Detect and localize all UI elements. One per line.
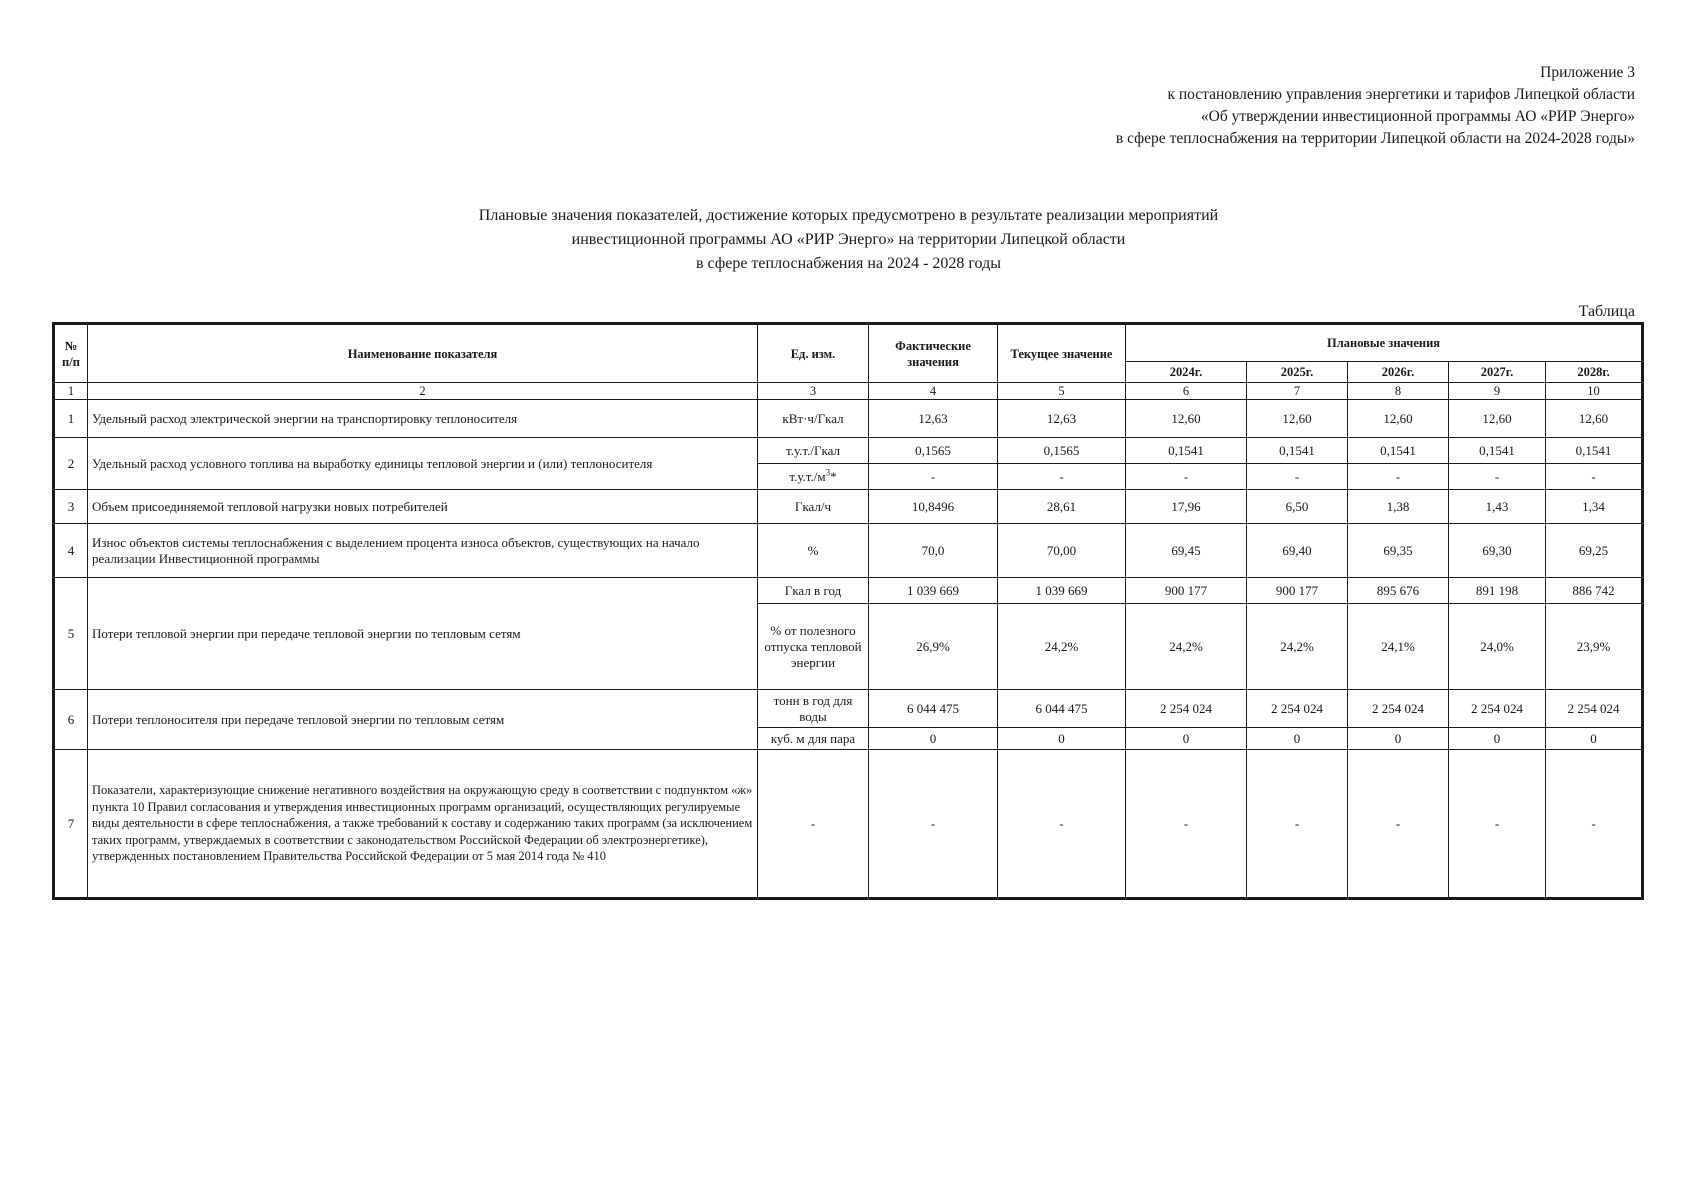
value-cell: 12,60 [1449, 400, 1546, 438]
col-name-header: Наименование показателя [88, 325, 758, 383]
value-cell: 1,34 [1546, 490, 1642, 524]
indicator-name: Потери теплоносителя при передаче тепловой энергии по тепловым сетям [88, 690, 758, 750]
title-line-3: в сфере теплоснабжения на 2024 - 2028 годы [696, 255, 1001, 272]
column-number: 9 [1449, 383, 1546, 400]
indicators-table [54, 324, 1642, 898]
value-cell: 0,1565 [998, 438, 1126, 464]
value-cell: - [1449, 750, 1546, 898]
value-cell: 6 044 475 [869, 690, 998, 728]
value-cell: 12,60 [1126, 400, 1247, 438]
table-caption: Таблица [1578, 303, 1635, 320]
value-cell: 900 177 [1126, 578, 1247, 604]
value-cell: 886 742 [1546, 578, 1642, 604]
annex-number: Приложение 3 [1540, 64, 1635, 81]
row-number: 2 [55, 438, 88, 490]
indicator-unit: - [758, 750, 869, 898]
title-line-2: инвестиционной программы АО «РИР Энерго» на территории Липецкой области [571, 231, 1126, 248]
value-cell: 24,0% [1449, 604, 1546, 690]
value-cell: 12,60 [1348, 400, 1449, 438]
value-cell: 69,45 [1126, 524, 1247, 578]
value-cell: 70,0 [869, 524, 998, 578]
indicator-name: Объем присоединяемой тепловой нагрузки новых потребителей [88, 490, 758, 524]
table-row [55, 578, 1642, 604]
value-cell: 6 044 475 [998, 690, 1126, 728]
value-cell: 69,30 [1449, 524, 1546, 578]
column-number-row [55, 383, 1642, 400]
year-header: 2024г. [1126, 362, 1247, 383]
column-number: 1 [55, 383, 88, 400]
year-header: 2027г. [1449, 362, 1546, 383]
value-cell: 69,40 [1247, 524, 1348, 578]
col-planned-header: Плановые значения [1126, 325, 1642, 362]
row-number: 6 [55, 690, 88, 750]
table-row [55, 690, 1642, 728]
col-unit-header: Ед. изм. [758, 325, 869, 383]
col-num-header: № п/п [55, 325, 88, 383]
indicator-unit: % от полезного отпуска тепловой энергии [758, 604, 869, 690]
value-cell: 0 [1449, 728, 1546, 750]
value-cell: 0 [1348, 728, 1449, 750]
value-cell: 23,9% [1546, 604, 1642, 690]
annex-decree-title: «Об утверждении инвестиционной программы АО «РИР Энерго» [1200, 108, 1635, 125]
table-row [55, 750, 1642, 898]
table-row [55, 490, 1642, 524]
value-cell: 2 254 024 [1348, 690, 1449, 728]
value-cell: 2 254 024 [1247, 690, 1348, 728]
header-row-1 [55, 325, 1642, 362]
value-cell: - [998, 750, 1126, 898]
value-cell: - [1546, 464, 1642, 490]
indicator-name: Износ объектов системы теплоснабжения с выделением процента износа объектов, существующих на начало реализации Инвестиционной программы [88, 524, 758, 578]
value-cell: 1 039 669 [869, 578, 998, 604]
value-cell: 0,1565 [869, 438, 998, 464]
value-cell: - [1449, 464, 1546, 490]
indicator-unit: кВт·ч/Гкал [758, 400, 869, 438]
value-cell: - [1126, 750, 1247, 898]
annex-decree-scope: в сфере теплоснабжения на территории Липецкой области на 2024-2028 годы» [1115, 130, 1635, 147]
value-cell: 17,96 [1126, 490, 1247, 524]
value-cell: - [1348, 750, 1449, 898]
value-cell: - [1247, 464, 1348, 490]
indicator-unit: Гкал в год [758, 578, 869, 604]
indicator-unit [758, 464, 869, 490]
value-cell: 6,50 [1247, 490, 1348, 524]
year-header: 2025г. [1247, 362, 1348, 383]
value-cell: 0,1541 [1126, 438, 1247, 464]
value-cell: - [998, 464, 1126, 490]
year-header: 2028г. [1546, 362, 1642, 383]
value-cell: 891 198 [1449, 578, 1546, 604]
value-cell: 1,38 [1348, 490, 1449, 524]
indicator-name: Потери тепловой энергии при передаче тепловой энергии по тепловым сетям [88, 578, 758, 690]
indicator-unit: Гкал/ч [758, 490, 869, 524]
column-number: 7 [1247, 383, 1348, 400]
row-number: 5 [55, 578, 88, 690]
value-cell: 1,43 [1449, 490, 1546, 524]
value-cell: 12,63 [998, 400, 1126, 438]
col-actual-header: Фактические значения [869, 325, 998, 383]
value-cell: 895 676 [1348, 578, 1449, 604]
value-cell: 24,2% [998, 604, 1126, 690]
row-number: 7 [55, 750, 88, 898]
col-current-header: Текущее значение [998, 325, 1126, 383]
table-row [55, 438, 1642, 464]
indicator-name: Показатели, характеризующие снижение негативного воздействия на окружающую среду в соответствии с подпунктом «ж» пункта 10 Правил согласования и утверждения инвестиционных программ организаций, осуществляющих регулируемые виды деятельности в сфере теплоснабжения, а также требований к составу и содержанию таких программ (за исключением таких программ, утверждаемых в соответствии с законодательством Российской Федерации об электроэнергетике), утвержденных постановлением Правительства Российской Федерации от 5 мая 2014 года № 410 [88, 750, 758, 898]
indicator-unit: тонн в год для воды [758, 690, 869, 728]
value-cell: - [1348, 464, 1449, 490]
unit-superscript: 3 [825, 467, 831, 478]
column-number: 3 [758, 383, 869, 400]
value-cell: 0 [1546, 728, 1642, 750]
value-cell: - [869, 750, 998, 898]
title-line-1: Плановые значения показателей, достижение которых предусмотрено в результате реализации мероприятий [478, 207, 1219, 224]
value-cell: - [869, 464, 998, 490]
value-cell: 24,1% [1348, 604, 1449, 690]
column-number: 2 [88, 383, 758, 400]
value-cell: 0 [1247, 728, 1348, 750]
value-cell: 0,1541 [1449, 438, 1546, 464]
value-cell: - [1247, 750, 1348, 898]
value-cell: 24,2% [1126, 604, 1247, 690]
value-cell: 69,25 [1546, 524, 1642, 578]
column-number: 8 [1348, 383, 1449, 400]
value-cell: - [1126, 464, 1247, 490]
indicator-unit: т.у.т./Гкал [758, 438, 869, 464]
value-cell: 0 [998, 728, 1126, 750]
row-number: 1 [55, 400, 88, 438]
value-cell: 2 254 024 [1546, 690, 1642, 728]
value-cell: 2 254 024 [1126, 690, 1247, 728]
document-title [0, 204, 1697, 276]
value-cell: 12,60 [1546, 400, 1642, 438]
value-cell: 28,61 [998, 490, 1126, 524]
value-cell: 69,35 [1348, 524, 1449, 578]
annex-header [1116, 62, 1635, 150]
indicator-name: Удельный расход условного топлива на выработку единицы тепловой энергии и (или) теплоносителя [88, 438, 758, 490]
indicator-unit: % [758, 524, 869, 578]
column-number: 5 [998, 383, 1126, 400]
indicator-name: Удельный расход электрической энергии на транспортировку теплоносителя [88, 400, 758, 438]
value-cell: 0,1541 [1247, 438, 1348, 464]
column-number: 10 [1546, 383, 1642, 400]
table-row [55, 524, 1642, 578]
value-cell: 10,8496 [869, 490, 998, 524]
value-cell: 24,2% [1247, 604, 1348, 690]
column-number: 6 [1126, 383, 1247, 400]
value-cell: 2 254 024 [1449, 690, 1546, 728]
value-cell: 0,1541 [1348, 438, 1449, 464]
row-number: 3 [55, 490, 88, 524]
value-cell: - [1546, 750, 1642, 898]
row-number: 4 [55, 524, 88, 578]
value-cell: 1 039 669 [998, 578, 1126, 604]
value-cell: 0 [869, 728, 998, 750]
value-cell: 70,00 [998, 524, 1126, 578]
indicator-unit: куб. м для пара [758, 728, 869, 750]
value-cell: 26,9% [869, 604, 998, 690]
value-cell: 0,1541 [1546, 438, 1642, 464]
year-header: 2026г. [1348, 362, 1449, 383]
column-number: 4 [869, 383, 998, 400]
value-cell: 12,63 [869, 400, 998, 438]
table-row [55, 400, 1642, 438]
value-cell: 0 [1126, 728, 1247, 750]
value-cell: 12,60 [1247, 400, 1348, 438]
unit-suffix: * [830, 468, 837, 484]
annex-decree: к постановлению управления энергетики и тарифов Липецкой области [1167, 86, 1635, 103]
unit-base: т.у.т./м [789, 468, 826, 484]
value-cell: 900 177 [1247, 578, 1348, 604]
